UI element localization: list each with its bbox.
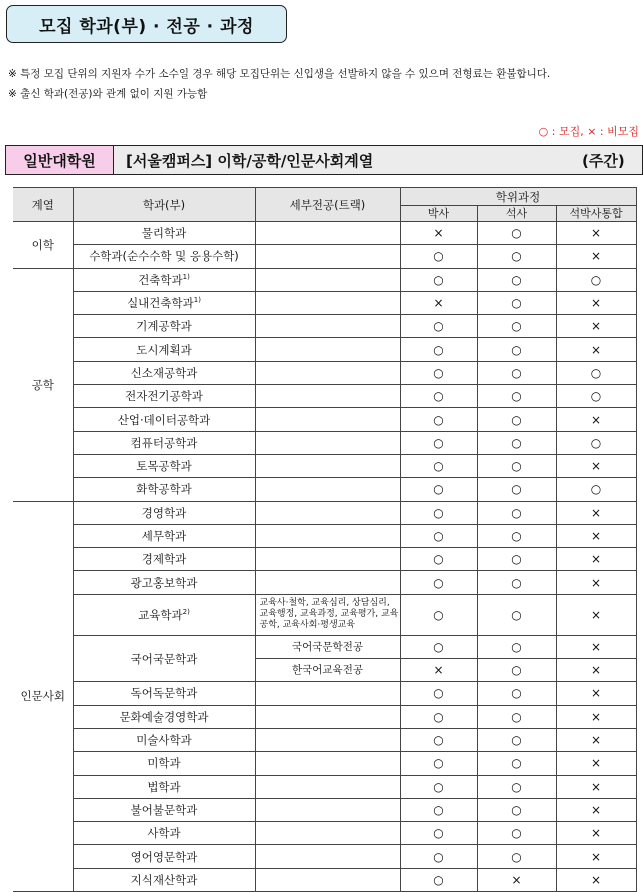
phd-cell: ○ xyxy=(400,245,477,268)
phd-cell: ○ xyxy=(400,268,477,291)
department-cell xyxy=(73,222,255,245)
integrated-cell: × xyxy=(556,752,636,775)
header-category: 계열 xyxy=(13,188,73,222)
category-cell: 이학 xyxy=(13,222,73,269)
department-name: 도시계획과 xyxy=(136,342,192,357)
integrated-cell: × xyxy=(556,594,636,635)
department-name: 지식재산학과 xyxy=(130,872,198,887)
integrated-cell: × xyxy=(556,798,636,821)
phd-cell: ○ xyxy=(400,868,477,891)
integrated-cell: × xyxy=(556,705,636,728)
program-header xyxy=(5,145,643,175)
track-cell xyxy=(255,845,400,868)
phd-cell: ○ xyxy=(400,315,477,338)
phd-cell: ○ xyxy=(400,798,477,821)
masters-cell: ○ xyxy=(477,338,556,361)
phd-cell: ○ xyxy=(400,431,477,454)
department-cell xyxy=(73,845,255,868)
integrated-cell: × xyxy=(556,868,636,891)
track-cell xyxy=(255,775,400,798)
table-row xyxy=(13,728,636,751)
masters-cell: ○ xyxy=(477,571,556,594)
integrated-cell: × xyxy=(556,822,636,845)
track-cell xyxy=(255,385,400,408)
table-row xyxy=(13,315,636,338)
masters-cell: ○ xyxy=(477,385,556,408)
phd-cell: × xyxy=(400,222,477,245)
department-cell xyxy=(73,478,255,501)
department-cell xyxy=(73,361,255,384)
track-cell xyxy=(255,408,400,431)
masters-cell: × xyxy=(477,868,556,891)
table-row xyxy=(13,431,636,454)
department-cell xyxy=(73,454,255,477)
department-cell xyxy=(73,635,255,682)
masters-cell: ○ xyxy=(477,635,556,658)
department-cell xyxy=(73,752,255,775)
phd-cell: ○ xyxy=(400,524,477,547)
integrated-cell: × xyxy=(556,728,636,751)
track-cell xyxy=(255,361,400,384)
track-cell xyxy=(255,501,400,524)
department-name: 불어불문학과 xyxy=(130,802,198,817)
table-row xyxy=(13,408,636,431)
masters-cell: ○ xyxy=(477,775,556,798)
department-name: 법학과 xyxy=(147,779,181,794)
note-recruit-policy: ※ 특정 모집 단위의 지원자 수가 소수일 경우 해당 모집단위는 신입생을 선발하지 않을 수 있으며 전형료는 환불합니다. xyxy=(8,68,551,80)
department-name: 영어영문학과 xyxy=(130,849,198,864)
track-cell xyxy=(255,338,400,361)
track-cell xyxy=(255,682,400,705)
track-cell xyxy=(255,268,400,291)
phd-cell: ○ xyxy=(400,594,477,635)
header-masters: 석사 xyxy=(477,206,556,222)
department-name: 미학과 xyxy=(147,756,181,771)
table-row xyxy=(13,548,636,571)
department-cell xyxy=(73,728,255,751)
department-cell xyxy=(73,682,255,705)
header-degree-group: 학위과정 xyxy=(400,188,636,206)
integrated-cell: × xyxy=(556,408,636,431)
footnote-marker: 2) xyxy=(182,607,190,616)
department-cell xyxy=(73,431,255,454)
category-cell: 공학 xyxy=(13,268,73,501)
department-cell xyxy=(73,822,255,845)
integrated-cell: × xyxy=(556,501,636,524)
table-row xyxy=(13,291,636,314)
department-cell xyxy=(73,548,255,571)
department-cell xyxy=(73,245,255,268)
school-label: 일반대학원 xyxy=(6,146,114,174)
department-cell xyxy=(73,571,255,594)
masters-cell: ○ xyxy=(477,454,556,477)
phd-cell: ○ xyxy=(400,845,477,868)
track-cell xyxy=(255,822,400,845)
track-cell: 국어국문학전공 xyxy=(255,635,400,658)
department-cell xyxy=(73,268,255,291)
table-row xyxy=(13,501,636,524)
department-name: 신소재공학과 xyxy=(130,365,198,380)
masters-cell: ○ xyxy=(477,408,556,431)
integrated-cell: × xyxy=(556,291,636,314)
masters-cell: ○ xyxy=(477,682,556,705)
integrated-cell: × xyxy=(556,524,636,547)
department-name: 경제학과 xyxy=(141,552,187,567)
integrated-cell: ○ xyxy=(556,385,636,408)
footnote-marker: 1) xyxy=(193,296,201,305)
masters-cell: ○ xyxy=(477,822,556,845)
masters-cell: ○ xyxy=(477,798,556,821)
masters-cell: ○ xyxy=(477,659,556,682)
table-row xyxy=(13,705,636,728)
department-name: 화학공학과 xyxy=(136,482,192,497)
integrated-cell: × xyxy=(556,315,636,338)
integrated-cell: × xyxy=(556,775,636,798)
integrated-cell: × xyxy=(556,571,636,594)
table-row xyxy=(13,385,636,408)
department-cell xyxy=(73,315,255,338)
department-cell xyxy=(73,385,255,408)
table-row xyxy=(13,245,636,268)
masters-cell: ○ xyxy=(477,431,556,454)
table-row xyxy=(13,635,636,658)
track-cell xyxy=(255,705,400,728)
department-name: 국어국문학과 xyxy=(130,651,198,666)
department-name: 수학과(순수수학 및 응용수학) xyxy=(89,249,239,264)
table-row xyxy=(13,478,636,501)
table-row xyxy=(13,594,636,635)
integrated-cell: × xyxy=(556,338,636,361)
department-name: 기계공학과 xyxy=(136,319,192,334)
department-name: 독어독문학과 xyxy=(130,686,198,701)
phd-cell: ○ xyxy=(400,385,477,408)
phd-cell: ○ xyxy=(400,408,477,431)
masters-cell: ○ xyxy=(477,268,556,291)
integrated-cell: × xyxy=(556,454,636,477)
track-cell xyxy=(255,524,400,547)
masters-cell: ○ xyxy=(477,291,556,314)
phd-cell: ○ xyxy=(400,775,477,798)
track-cell xyxy=(255,222,400,245)
track-cell xyxy=(255,431,400,454)
track-cell xyxy=(255,454,400,477)
track-cell xyxy=(255,728,400,751)
department-name: 물리학과 xyxy=(141,226,187,241)
track-cell xyxy=(255,548,400,571)
track-cell xyxy=(255,478,400,501)
header-department: 학과(부) xyxy=(73,188,255,222)
masters-cell: ○ xyxy=(477,728,556,751)
table-row xyxy=(13,361,636,384)
department-name: 미술사학과 xyxy=(136,733,192,748)
track-cell xyxy=(255,291,400,314)
masters-cell: ○ xyxy=(477,478,556,501)
integrated-cell: × xyxy=(556,245,636,268)
department-cell xyxy=(73,594,255,635)
department-name: 컴퓨터공학과 xyxy=(130,435,198,450)
phd-cell: ○ xyxy=(400,338,477,361)
department-cell xyxy=(73,338,255,361)
track-cell xyxy=(255,245,400,268)
integrated-cell: ○ xyxy=(556,431,636,454)
department-cell xyxy=(73,775,255,798)
department-cell xyxy=(73,291,255,314)
department-name: 건축학과 xyxy=(138,272,183,287)
table-row xyxy=(13,222,636,245)
phd-cell: ○ xyxy=(400,361,477,384)
department-name: 실내건축학과 xyxy=(127,296,194,311)
masters-cell: ○ xyxy=(477,501,556,524)
table-row xyxy=(13,571,636,594)
masters-cell: ○ xyxy=(477,594,556,635)
table-row xyxy=(13,798,636,821)
integrated-cell: × xyxy=(556,548,636,571)
phd-cell: × xyxy=(400,659,477,682)
header-phd: 박사 xyxy=(400,206,477,222)
phd-cell: ○ xyxy=(400,822,477,845)
integrated-cell: ○ xyxy=(556,268,636,291)
masters-cell: ○ xyxy=(477,845,556,868)
program-table xyxy=(13,187,637,892)
department-cell xyxy=(73,798,255,821)
table-row xyxy=(13,775,636,798)
phd-cell: ○ xyxy=(400,682,477,705)
masters-cell: ○ xyxy=(477,524,556,547)
integrated-cell: × xyxy=(556,845,636,868)
masters-cell: ○ xyxy=(477,315,556,338)
integrated-cell: × xyxy=(556,635,636,658)
integrated-cell: × xyxy=(556,659,636,682)
table-row xyxy=(13,338,636,361)
table-row xyxy=(13,822,636,845)
track-cell: 교육사·철학, 교육심리, 상담심리, 교육행정, 교육과정, 교육평가, 교육공학, 교육사회·평생교육 xyxy=(255,594,400,635)
department-cell xyxy=(73,524,255,547)
phd-cell: ○ xyxy=(400,752,477,775)
department-name: 광고홍보학과 xyxy=(130,575,198,590)
integrated-cell: × xyxy=(556,222,636,245)
integrated-cell: ○ xyxy=(556,361,636,384)
department-cell xyxy=(73,501,255,524)
department-cell xyxy=(73,705,255,728)
table-row xyxy=(13,845,636,868)
department-name: 산업·데이터공학과 xyxy=(117,412,211,427)
header-track: 세부전공(트랙) xyxy=(255,188,400,222)
department-name: 사학과 xyxy=(147,826,181,841)
department-name: 토목공학과 xyxy=(136,459,192,474)
track-cell xyxy=(255,798,400,821)
track-cell xyxy=(255,868,400,891)
table-row xyxy=(13,454,636,477)
header-integrated: 석박사통합 xyxy=(556,206,636,222)
phd-cell: ○ xyxy=(400,548,477,571)
track-cell xyxy=(255,571,400,594)
department-cell xyxy=(73,408,255,431)
integrated-cell: ○ xyxy=(556,478,636,501)
masters-cell: ○ xyxy=(477,548,556,571)
phd-cell: ○ xyxy=(400,635,477,658)
masters-cell: ○ xyxy=(477,222,556,245)
footnote-marker: 1) xyxy=(182,272,190,281)
department-cell xyxy=(73,868,255,891)
masters-cell: ○ xyxy=(477,705,556,728)
track-cell: 한국어교육전공 xyxy=(255,659,400,682)
table-row xyxy=(13,682,636,705)
phd-cell: ○ xyxy=(400,478,477,501)
phd-cell: ○ xyxy=(400,728,477,751)
department-name: 경영학과 xyxy=(141,505,187,520)
department-name: 세무학과 xyxy=(141,529,187,543)
page-title: 모집 학과(부) · 전공 · 과정 xyxy=(6,5,287,43)
phd-cell: ○ xyxy=(400,501,477,524)
table-row xyxy=(13,752,636,775)
track-cell xyxy=(255,315,400,338)
phd-cell: ○ xyxy=(400,571,477,594)
phd-cell: × xyxy=(400,291,477,314)
integrated-cell: × xyxy=(556,682,636,705)
masters-cell: ○ xyxy=(477,361,556,384)
table-row xyxy=(13,868,636,891)
category-cell: 인문사회 xyxy=(13,501,73,891)
time-label: (주간) xyxy=(582,151,625,170)
legend: ○ : 모집, × : 비모집 xyxy=(538,125,639,138)
masters-cell: ○ xyxy=(477,752,556,775)
campus-label: [서울캠퍼스] 이학/공학/인문사회계열 xyxy=(126,151,374,170)
note-eligibility: ※ 출신 학과(전공)와 관계 없이 지원 가능함 xyxy=(8,88,208,100)
masters-cell: ○ xyxy=(477,245,556,268)
department-name: 교육학과 xyxy=(138,607,183,622)
department-name: 문화예술경영학과 xyxy=(119,709,209,724)
department-name: 전자전기공학과 xyxy=(125,389,203,404)
track-cell xyxy=(255,752,400,775)
table-row xyxy=(13,524,636,547)
phd-cell: ○ xyxy=(400,454,477,477)
phd-cell: ○ xyxy=(400,705,477,728)
table-row xyxy=(13,268,636,291)
